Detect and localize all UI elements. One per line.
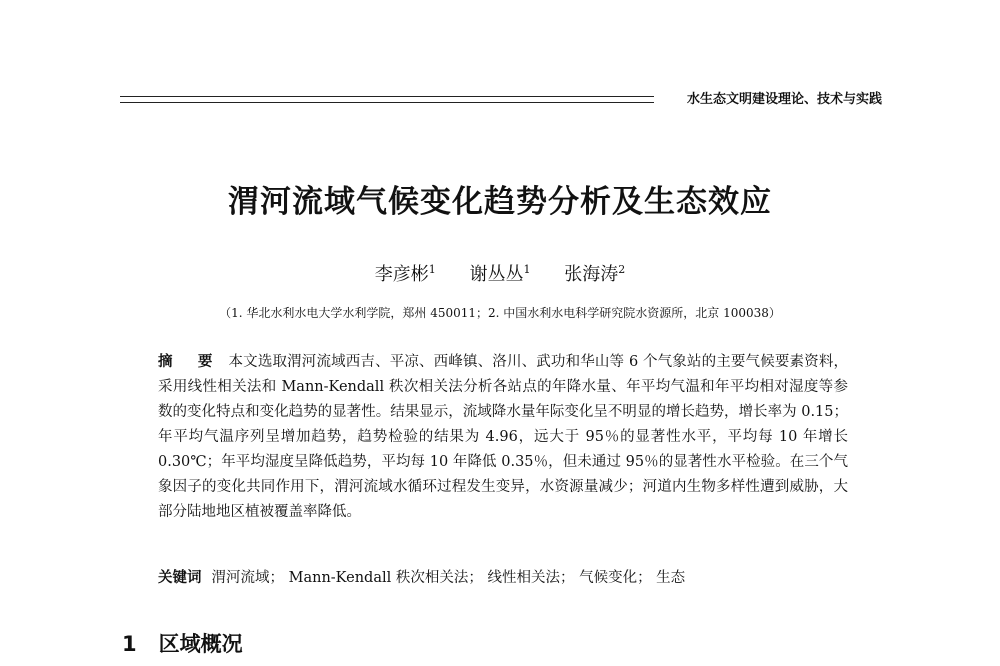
author-affiliation-mark: 1 <box>523 263 531 276</box>
author-affiliation-mark: 1 <box>428 263 436 276</box>
author-affiliation-mark: 2 <box>618 263 626 276</box>
header-rule <box>120 96 654 103</box>
keywords-label: 关键词 <box>158 570 202 586</box>
author-2 <box>470 264 531 285</box>
section-title: 区域概况 <box>158 632 243 656</box>
keywords-block <box>158 566 848 587</box>
abstract-label: 摘 要 <box>158 354 223 370</box>
author-1 <box>375 264 436 285</box>
affiliation-line: （1. 华北水利水电大学水利学院，郑州 450011；2. 中国水利水电科学研究院水资源所，北京 100038） <box>219 306 781 320</box>
abstract-block <box>158 350 848 525</box>
author-name: 李彦彬 <box>374 264 429 285</box>
section-heading <box>122 628 243 658</box>
paper-title: 渭河流域气候变化趋势分析及生态效应 <box>228 184 772 220</box>
journal-section-title: 水生态文明建设理论、技术与实践 <box>686 92 882 107</box>
keywords-text: 渭河流域； Mann-Kendall 秩次相关法； 线性相关法； 气候变化； 生态 <box>211 570 686 586</box>
abstract-text: 本文选取渭河流域西吉、平凉、西峰镇、洛川、武功和华山等 6 个气象站的主要气候要素资料，采用线性相关法和 Mann-Kendall 秩次相关法分析各站点的年降水量、年平均气温和年平均相对湿度等参数的变化特点和变化趋势的显著性。结果显示，流域降水量年际变化呈不明显的增长趋势，增长率为 0.15；年平均气温序列呈增加趋势，趋势检验的结果为 4.96，远大于 95％的显著性水平，平均每 10 年增长 0.30℃；年平均湿度呈降低趋势，平均每 10 年降低 0.35％，但未通过 95％的显著性水平检验。在三个气象因子的变化共同作用下，渭河流域水循环过程发生变异，水资源量减少；河道内生物多样性遭到威胁，大部分陆地地区植被覆盖率降低。 <box>158 354 848 520</box>
author-list <box>0 260 1000 286</box>
section-number: 1 <box>122 632 137 656</box>
author-3 <box>564 264 625 285</box>
author-name: 张海涛 <box>564 264 619 285</box>
author-name: 谢丛丛 <box>469 264 524 285</box>
